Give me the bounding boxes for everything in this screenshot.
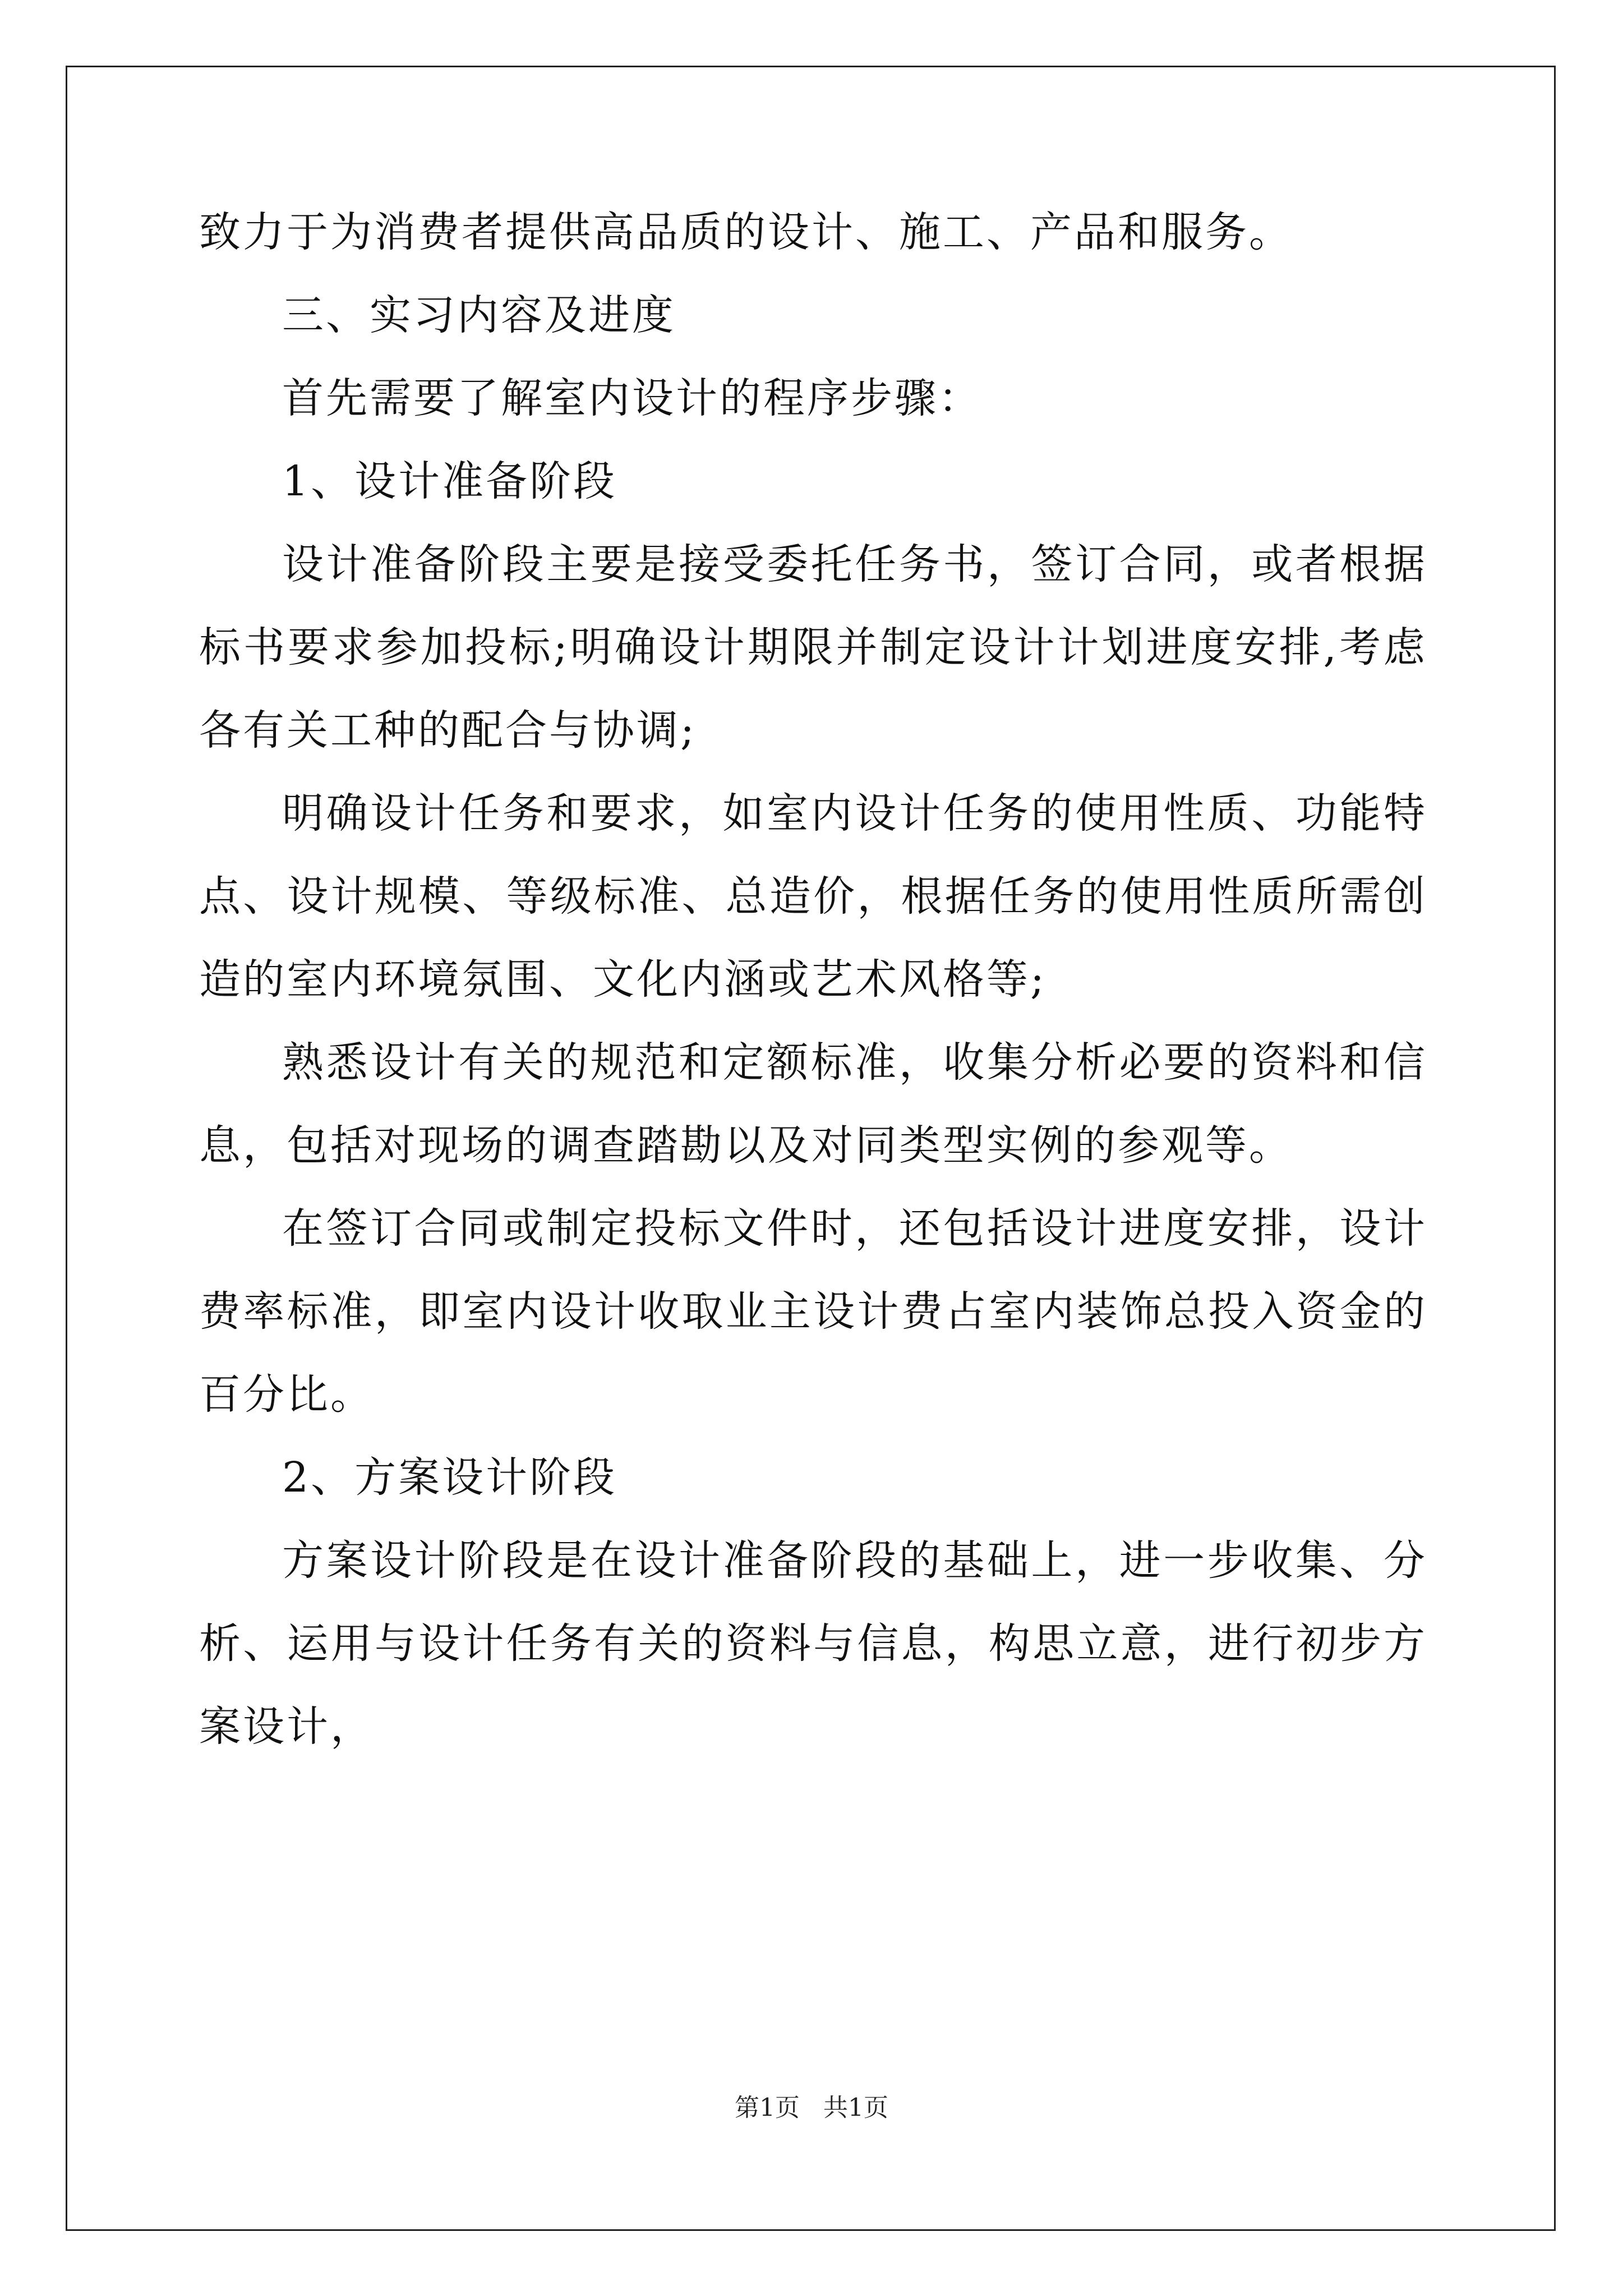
- paragraph-5: 在签订合同或制定投标文件时，还包括设计进度安排，设计费率标准，即室内设计收取业主设计费占室内装饰总投入资金的百分比。: [199, 1204, 1427, 1419]
- section-heading-3: 三、实习内容及进度: [282, 291, 676, 339]
- page-number: 第1页 共1页: [735, 2093, 888, 2122]
- document-body: [199, 191, 1427, 1768]
- paragraph-1: 致力于为消费者提供高品质的设计、施工、产品和服务。: [199, 208, 1293, 256]
- paragraph-4: 熟悉设计有关的规范和定额标准，收集分析必要的资料和信息，包括对现场的调查踏勘以及对同类型实例的参观等。: [199, 1038, 1427, 1170]
- paragraph-2: 设计准备阶段主要是接受委托任务书，签订合同，或者根据标书要求参加投标;明确设计期限并制定设计计划进度安排,考虑各有关工种的配合与协调;: [199, 540, 1427, 754]
- paragraph-intro: 首先需要了解室内设计的程序步骤：: [282, 374, 982, 422]
- paragraph-6: 方案设计阶段是在设计准备阶段的基础上，进一步收集、分析、运用与设计任务有关的资料与信息，构思立意，进行初步方案设计，: [199, 1536, 1427, 1751]
- subheading-1: 1、设计准备阶段: [282, 457, 617, 505]
- subheading-2: 2、方案设计阶段: [282, 1453, 617, 1502]
- paragraph-3: 明确设计任务和要求，如室内设计任务的使用性质、功能特点、设计规模、等级标准、总造价，根据任务的使用性质所需创造的室内环境氛围、文化内涵或艺术风格等;: [199, 789, 1427, 1004]
- page-footer: [0, 2091, 1623, 2125]
